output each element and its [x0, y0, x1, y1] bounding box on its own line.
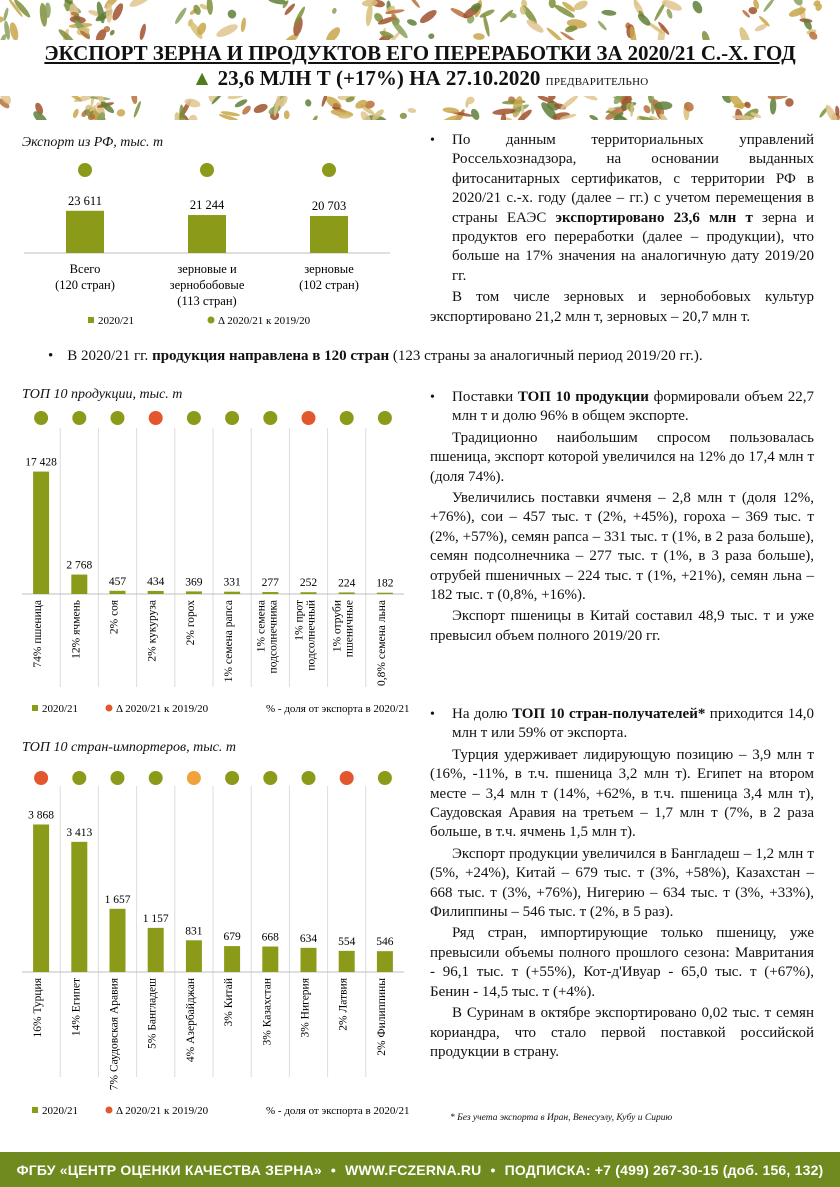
- leaf-ornament: [473, 33, 485, 40]
- change-indicator-dot: [34, 411, 48, 425]
- category-label: 7% Саудовская Аравия: [108, 978, 121, 1091]
- legend-label: % - доля от экспорта в 2020/21: [266, 703, 410, 715]
- data-label: 634: [299, 932, 318, 945]
- leaf-ornament: [284, 110, 290, 119]
- bar: [188, 215, 226, 253]
- bar: [377, 593, 393, 594]
- leaf-ornament: [409, 0, 421, 9]
- data-label: 3 413: [66, 826, 93, 839]
- bar: [301, 948, 317, 972]
- category-label: 5% Бангладеш: [146, 978, 159, 1049]
- bar: [224, 592, 240, 594]
- bullet-icon: •: [430, 390, 435, 405]
- category-label: 3% Казахстан: [261, 978, 274, 1046]
- category-label: 0,8% семена льна: [375, 600, 388, 686]
- data-label: 3 868: [28, 809, 55, 822]
- data-label: 1 657: [104, 893, 131, 906]
- summary-p1-end: зерна и продуктов его переработки (далее – продукции), что больше на 17% значения на аналогичную дату 2019/20 гг.: [452, 209, 814, 284]
- category-label: зерновые: [304, 262, 354, 276]
- legend-swatch: [32, 1107, 38, 1113]
- leaf-ornament: [304, 99, 312, 108]
- leaf-ornament: [311, 115, 319, 120]
- legend-label: Δ 2020/21 к 2019/20: [218, 315, 311, 327]
- leaf-ornament: [331, 7, 337, 14]
- bottom-botanical-border: [0, 96, 840, 120]
- data-label: 182: [376, 577, 394, 590]
- bullet-icon: •: [48, 348, 54, 364]
- leaf-ornament: [482, 14, 491, 37]
- leaf-ornament: [407, 107, 416, 113]
- change-indicator-dot: [225, 411, 239, 425]
- data-label: 457: [108, 575, 127, 588]
- change-indicator-dot: [225, 771, 239, 785]
- importers-p1-post: приходится 14,0 млн т или 59% от экспорта.: [452, 706, 814, 742]
- leaf-ornament: [116, 108, 126, 117]
- countries-bold: продукция направлена в 120 стран: [152, 348, 390, 364]
- leaf-ornament: [8, 22, 20, 40]
- importers-text: [430, 705, 814, 1064]
- leaf-ornament: [324, 25, 343, 40]
- category-label: 3% Нигерия: [299, 978, 312, 1038]
- leaf-ornament: [580, 96, 598, 102]
- category-label: 4% Азербайджан: [184, 978, 197, 1063]
- importers-p4: Ряд стран, импортирующие только пшеницу, уже превысили объемы полного прошлого сезона: Мавритания - 96,1 тыс. т (+55%), Кот-д'Ивуар - 65,0 тыс. т (+67%), Бенин - 14,5 тыс. т (+4%).: [430, 925, 814, 1000]
- summary-p1-bold: экспортировано 23,6 млн т: [555, 209, 753, 226]
- footer-phone: ПОДПИСКА: +7 (499) 267-30-15 (доб. 156, 132): [504, 1161, 824, 1178]
- summary-p1: По данным территориальных управлений Россельхознадзора, на основании выданных фитосанитарных сертификатов, с территории РФ в 2020/21 с.-х. году (далее – гг.) с учетом перемещения в страны ЕАЭС: [452, 132, 814, 226]
- leaf-ornament: [428, 33, 435, 39]
- leaf-ornament: [559, 96, 580, 111]
- subtitle-note: ПРЕДВАРИТЕЛЬНО: [545, 76, 649, 88]
- export-total-chart: [18, 150, 418, 335]
- leaf-ornament: [469, 108, 481, 120]
- data-label: 21 244: [189, 198, 225, 213]
- footer-bar: [0, 1152, 840, 1187]
- data-label: 277: [261, 577, 279, 590]
- leaf-ornament: [691, 0, 705, 15]
- legend-label: Δ 2020/21 к 2019/20: [116, 703, 209, 715]
- importers-p1-pre: На долю: [452, 706, 512, 722]
- products-p1-pre: Поставки: [452, 389, 518, 405]
- category-label: 16% Турция: [32, 978, 45, 1038]
- leaf-ornament: [791, 0, 804, 7]
- change-indicator-dot: [322, 163, 336, 177]
- leaf-ornament: [227, 96, 244, 100]
- footer-site-link[interactable]: WWW.FCZERNA.RU: [344, 1161, 482, 1178]
- category-label: 14% Египет: [70, 978, 83, 1037]
- up-arrow-icon: ▲: [191, 66, 213, 90]
- legend-label: % - доля от экспорта в 2020/21: [266, 1105, 410, 1117]
- importers-p3: Экспорт продукции увеличился в Бангладеш – 1,2 млн т (5%, +24%), Китай – 679 тыс. т (3%, +58%), Казахстан – 668 тыс. т (3%, +76%), Нигерию – 634 тыс. т (3%, +33%), Филиппины – 546 тыс. т (2%, в 5 раз).: [430, 845, 814, 921]
- change-indicator-dot: [72, 411, 86, 425]
- bullet-icon: •: [430, 133, 435, 148]
- change-indicator-dot: [302, 411, 316, 425]
- bar: [71, 575, 87, 594]
- importers-p1-bold: ТОП 10 стран-получателей*: [511, 706, 706, 722]
- change-indicator-dot: [302, 771, 316, 785]
- bar: [339, 951, 355, 972]
- data-label: 224: [338, 577, 356, 590]
- footnote: * Без учета экспорта в Иран, Венесуэлу, Кубу и Сирию: [450, 1113, 673, 1123]
- change-indicator-dot: [200, 163, 214, 177]
- leaf-ornament: [252, 102, 269, 115]
- footer-sep: •: [330, 1161, 336, 1178]
- leaf-ornament: [737, 26, 753, 40]
- bar: [148, 591, 164, 594]
- leaf-ornament: [418, 8, 439, 26]
- data-label: 252: [299, 577, 318, 590]
- products-p3: Увеличились поставки ячменя – 2,8 млн т (доля 12%, +76%), сои – 457 тыс. т (2%, +45%), гороха – 369 тыс. т (2%, +57%), семян рапса – 331 тыс. т (1%, в 2 раза больше), семян подсолнечника – 277 тыс. т (1%, в 3 раза больше), отрубей пшеничных – 224 тыс. т (1%, +21%), семян льна – 182 тыс. т (0,8%, +16%).: [430, 490, 814, 604]
- change-indicator-dot: [149, 771, 163, 785]
- leaf-ornament: [762, 0, 776, 13]
- category-label: 1% семена рапса: [223, 600, 236, 683]
- leaf-ornament: [597, 20, 608, 32]
- change-indicator-dot: [340, 771, 354, 785]
- countries-post: (123 страны за аналогичный период 2019/20 гг.).: [389, 348, 703, 364]
- bar: [148, 928, 164, 972]
- category-label: зернобобовые: [169, 278, 245, 292]
- data-label: 434: [147, 575, 165, 588]
- legend-label: 2020/21: [42, 1105, 79, 1117]
- data-label: 831: [185, 925, 203, 938]
- change-indicator-dot: [34, 771, 48, 785]
- leaf-ornament: [400, 113, 407, 119]
- chart2-title: ТОП 10 продукции, тыс. т: [22, 387, 183, 402]
- importers-p5: В Суринам в октябре экспортировано 0,02 тыс. т семян кориандра, что стало первой поставкой российской продукции в страну.: [430, 1005, 814, 1060]
- leaf-ornament: [206, 0, 213, 15]
- leaf-ornament: [240, 17, 247, 32]
- bar: [110, 591, 126, 594]
- bar: [224, 946, 240, 972]
- category-label: зерновые и: [177, 262, 237, 276]
- change-indicator-dot: [149, 411, 163, 425]
- legend-swatch: [32, 705, 38, 711]
- legend-dot: [106, 1107, 113, 1114]
- bar: [110, 909, 126, 972]
- change-indicator-dot: [187, 411, 201, 425]
- data-label: 679: [223, 931, 241, 944]
- category-label: 1% прот: [293, 600, 306, 641]
- data-label: 554: [338, 935, 356, 948]
- bar: [186, 940, 202, 972]
- legend-dot: [106, 705, 113, 712]
- bar: [186, 591, 202, 594]
- change-indicator-dot: [78, 163, 92, 177]
- leaf-ornament: [770, 97, 777, 114]
- leaf-ornament: [601, 9, 616, 16]
- leaf-ornament: [130, 96, 138, 105]
- change-indicator-dot: [72, 771, 86, 785]
- leaf-ornament: [72, 108, 80, 119]
- leaf-ornament: [189, 115, 198, 120]
- category-label: 2% Филиппины: [375, 978, 388, 1056]
- bar: [377, 951, 393, 972]
- change-indicator-dot: [378, 771, 392, 785]
- subtitle-main: 23,6 МЛН Т (+17%) НА 27.10.2020: [217, 66, 541, 90]
- data-label: 546: [376, 936, 394, 949]
- category-label: 3% Китай: [223, 978, 236, 1027]
- leaf-ornament: [365, 4, 374, 27]
- category-label: 1% семена: [255, 600, 268, 653]
- leaf-ornament: [138, 23, 147, 40]
- category-label: 2% соя: [108, 600, 121, 635]
- legend-dot: [208, 317, 215, 324]
- legend-swatch: [88, 317, 94, 323]
- products-p2: Традиционно наибольшим спросом пользовалась пшеница, экспорт которой увеличился на 12% до 17,4 млн т (доля 74%).: [430, 429, 814, 485]
- data-label: 23 611: [68, 193, 102, 208]
- summary-p2: В том числе зерновых и зернобобовых культур экспортировано 21,2 млн т, зерновых – 20,7 млн т.: [430, 289, 814, 325]
- data-label: 20 703: [311, 198, 347, 213]
- legend-label: Δ 2020/21 к 2019/20: [116, 1105, 209, 1117]
- bar: [33, 472, 49, 594]
- page-title: ЭКСПОРТ ЗЕРНА И ПРОДУКТОВ ЕГО ПЕРЕРАБОТКИ ЗА 2020/21 С.-Х. ГОД: [44, 41, 796, 65]
- top-botanical-border: [0, 0, 840, 40]
- data-label: 17 428: [25, 456, 57, 469]
- countries-bullet: [48, 348, 703, 365]
- footer-sep: •: [490, 1161, 496, 1178]
- leaf-ornament: [479, 8, 496, 19]
- data-label: 369: [185, 576, 203, 589]
- change-indicator-dot: [263, 771, 277, 785]
- data-label: 2 768: [66, 559, 93, 572]
- data-label: 668: [261, 931, 279, 944]
- leaf-ornament: [241, 104, 253, 116]
- change-indicator-dot: [378, 411, 392, 425]
- countries-pre: В 2020/21 гг.: [67, 348, 153, 364]
- category-label: 2% кукуруза: [146, 600, 159, 662]
- category-label: (120 стран): [55, 278, 115, 292]
- leaf-ornament: [226, 8, 238, 20]
- change-indicator-dot: [187, 771, 201, 785]
- category-label: 74% пшеница: [32, 600, 45, 668]
- leaf-ornament: [215, 22, 240, 40]
- top10-importers-chart: [18, 762, 418, 1120]
- leaf-ornament: [743, 100, 752, 109]
- data-label: 1 157: [142, 912, 169, 925]
- data-label: 331: [223, 576, 241, 589]
- leaf-ornament: [783, 97, 795, 109]
- leaf-ornament: [642, 104, 652, 115]
- page-subtitle: [0, 66, 840, 91]
- products-p1-post: формировали объем 22,7 млн т и долю 96% в общем экспорте.: [452, 389, 814, 425]
- bullet-icon: •: [430, 707, 435, 722]
- category-label: 2% горох: [184, 600, 197, 646]
- products-p1-bold: ТОП 10 продукции: [517, 389, 649, 405]
- export-summary-text: [430, 131, 814, 329]
- change-indicator-dot: [263, 411, 277, 425]
- category-label: 1% отруби: [331, 600, 344, 653]
- leaf-ornament: [174, 6, 188, 25]
- category-label: 2% Латвия: [337, 978, 350, 1031]
- change-indicator-dot: [111, 411, 125, 425]
- top10-products-chart: [18, 402, 418, 720]
- leaf-ornament: [128, 0, 153, 9]
- legend-label: 2020/21: [42, 703, 79, 715]
- category-label: подсолнечника: [267, 600, 280, 674]
- category-label: пшеничные: [343, 600, 356, 658]
- products-text: [430, 388, 814, 648]
- bar: [262, 947, 278, 972]
- products-p4: Экспорт пшеницы в Китай составил 48,9 тыс. т и уже превысил объем полного 2019/20 гг.: [430, 608, 814, 644]
- footer-org: ФГБУ «ЦЕНТР ОЦЕНКИ КАЧЕСТВА ЗЕРНА»: [16, 1161, 322, 1178]
- chart1-title: Экспорт из РФ, тыс. т: [22, 135, 164, 150]
- bar: [310, 216, 348, 253]
- category-label: (113 стран): [177, 294, 237, 308]
- category-label: Всего: [69, 262, 101, 276]
- leaf-ornament: [0, 16, 4, 23]
- bar: [33, 824, 49, 972]
- legend-label: 2020/21: [98, 315, 135, 327]
- bar: [71, 842, 87, 972]
- bar: [262, 592, 278, 594]
- change-indicator-dot: [340, 411, 354, 425]
- category-label: (102 стран): [299, 278, 359, 292]
- leaf-ornament: [589, 114, 599, 120]
- leaf-ornament: [767, 96, 788, 100]
- leaf-ornament: [492, 107, 516, 115]
- chart3-title: ТОП 10 стран-импортеров, тыс. т: [22, 740, 237, 755]
- category-label: подсолнечный: [305, 600, 318, 671]
- change-indicator-dot: [111, 771, 125, 785]
- importers-p2: Турция удерживает лидирующую позицию – 3,9 млн т (16%, -11%, в т.ч. пшеница 3,2 млн т). Египет на втором месте – 3,4 млн т (14%, +62%, в т.ч. пшеница 3,4 млн т), Саудовская Аравия на третьем – 1,7 млн т (7%, в 2 раза больше, в т.ч. ячмень 1,5 млн т).: [430, 746, 814, 841]
- bar: [301, 592, 317, 594]
- bar: [66, 211, 104, 253]
- bar: [339, 592, 355, 594]
- leaf-ornament: [700, 30, 711, 40]
- leaf-ornament: [406, 18, 418, 27]
- category-label: 12% ячмень: [70, 600, 83, 659]
